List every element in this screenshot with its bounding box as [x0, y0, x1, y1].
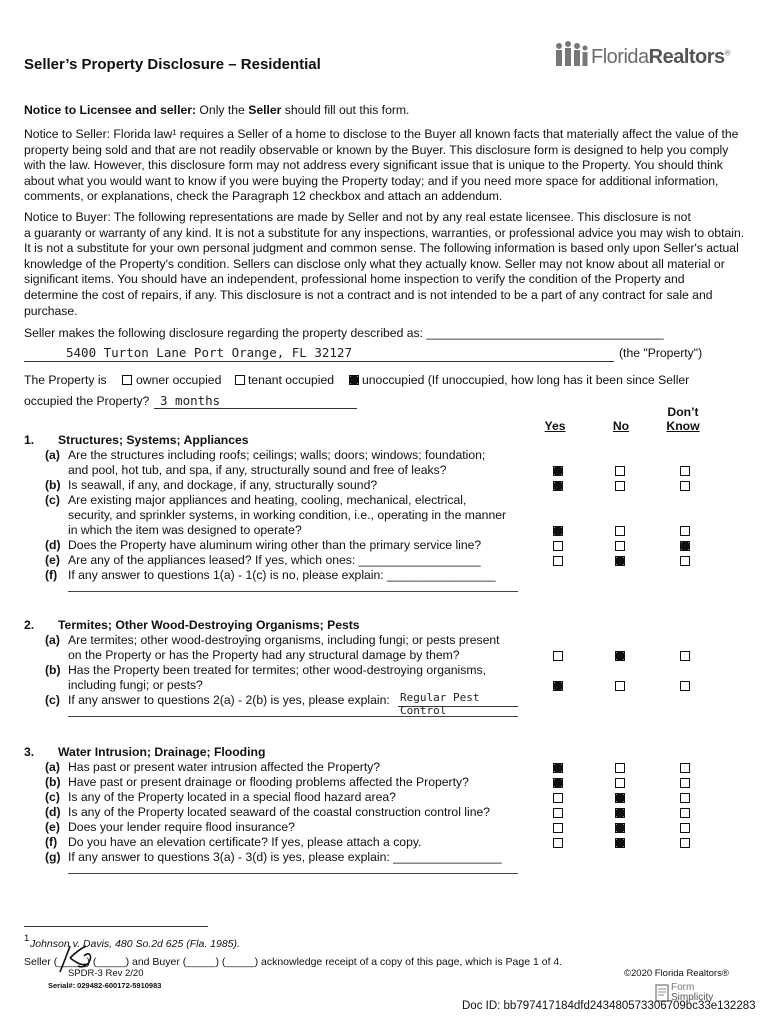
occupied-question: occupied the Property? [24, 394, 150, 408]
property-address-field[interactable] [24, 344, 614, 362]
question-text: Are the structures including roofs; ceilings; walls; doors; windows; foundation; [68, 448, 486, 462]
question-text: Is any of the Property located seaward of the coastal construction control line? [68, 805, 491, 819]
answer-3f-dk-checkbox[interactable] [680, 838, 690, 848]
answer-1d-no-checkbox[interactable] [615, 541, 625, 551]
answer-1d-yes-checkbox[interactable] [553, 541, 563, 551]
property-address-value: 5400 Turton Lane Port Orange, FL 32127 [66, 345, 352, 360]
tenant-occupied-label: tenant occupied [248, 373, 335, 387]
answer-3c-yes-checkbox[interactable] [553, 793, 563, 803]
pest-explain-value: Regular Pest Control [400, 691, 480, 717]
formsimplicity-text-1: Form [671, 982, 695, 993]
answer-2a-yes-checkbox[interactable] [553, 651, 563, 661]
question-text: Are existing major appliances and heating, cooling, mechanical, electrical, [68, 493, 467, 507]
question-text: in which the item was designed to operate? [68, 523, 302, 537]
property-tag: (the "Property") [619, 346, 703, 360]
acknowledgment-line: Seller (_____) (_____) and Buyer (_____) (_____) acknowledge receipt of a copy of this page, which is Page 1 of 4. [24, 956, 563, 968]
notice-buyer-line: purchase. [24, 303, 78, 318]
answer-3f-yes-checkbox[interactable] [553, 838, 563, 848]
column-dont-know-1: Don’t [667, 405, 699, 419]
question-text: If any answer to questions 3(a) - 3(d) is yes, please explain: ________________ [68, 850, 502, 864]
doc-id: Doc ID: bb797417184dfd243480573306709bc33e132283 [462, 1000, 756, 1012]
question-label: (d) [45, 538, 61, 552]
answer-3c-dk-checkbox[interactable] [680, 793, 690, 803]
copyright: ©2020 Florida Realtors® [624, 968, 729, 979]
section-title: Water Intrusion; Drainage; Flooding [58, 745, 266, 759]
notice-buyer-line: Notice to Buyer: The following representations are made by Seller and not by any real estate licensee. This disclosure is not [24, 210, 691, 224]
explain-continuation-line[interactable] [68, 873, 518, 874]
question-text: Has the Property been treated for termites; other wood-destroying organisms, [68, 663, 486, 677]
notice-licensee-text: Only the [196, 103, 249, 117]
question-text: security, and sprinkler systems, in working condition, i.e., operating in the manner [68, 508, 507, 522]
question-text: Is any of the Property located in a special flood hazard area? [68, 790, 396, 804]
section-title: Structures; Systems; Appliances [58, 433, 249, 447]
question-label: (a) [45, 633, 60, 647]
notice-seller-line: property being sold and that are not readily observable or known by the Buyer. This disclosure form is designed to help you comply [24, 142, 729, 157]
notice-buyer-line: knowledge of the Property's condition. Sellers can disclose only what they actually know. Seller may not know about all material or [24, 256, 725, 271]
section-title: Termites; Other Wood-Destroying Organisms; Pests [58, 618, 360, 632]
question-text: Does your lender require flood insurance? [68, 820, 295, 834]
section-number: 1. [24, 433, 35, 447]
question-label: (f) [45, 835, 58, 849]
answer-3b-no-checkbox[interactable] [615, 778, 625, 788]
answer-2b-dk-checkbox[interactable] [680, 681, 690, 691]
answer-3e-dk-checkbox[interactable] [680, 823, 690, 833]
section-number: 2. [24, 618, 35, 632]
question-label: (a) [45, 760, 60, 774]
question-text: Do you have an elevation certificate? If yes, please attach a copy. [68, 835, 422, 849]
question-label: (e) [45, 820, 60, 834]
notice-buyer-line: a guaranty or warranty of any kind. It is not a substitute for any inspections, warranties, or professional advice you may wish to obtain. [24, 225, 745, 240]
answer-3d-dk-checkbox[interactable] [680, 808, 690, 818]
answer-1c-dk-checkbox[interactable] [680, 526, 690, 536]
question-label: (c) [45, 790, 60, 804]
footnote-text: Johnson v. Davis, 480 So.2d 625 (Fla. 1985). [30, 938, 240, 950]
owner-occupied-checkbox[interactable] [122, 375, 132, 385]
question-text: Is seawall, if any, and dockage, if any, structurally sound? [68, 478, 378, 492]
explain-continuation-line[interactable] [68, 716, 518, 717]
answer-2b-yes-checkbox[interactable] [553, 681, 563, 691]
footnote-rule [24, 926, 208, 927]
pest-explain-field[interactable] [398, 691, 518, 717]
column-no: No [612, 419, 630, 433]
answer-1d-dk-checkbox[interactable] [680, 541, 690, 551]
notice-licensee-label: Notice to Licensee and seller: [24, 103, 197, 117]
notice-licensee-seller: Seller [248, 103, 282, 117]
answer-3f-no-checkbox[interactable] [615, 838, 625, 848]
answer-3c-no-checkbox[interactable] [615, 793, 625, 803]
question-label: (c) [45, 493, 60, 507]
notice-licensee [24, 103, 714, 119]
florida-realtors-logo [553, 40, 733, 74]
notice-buyer [24, 210, 745, 319]
answer-3b-yes-checkbox[interactable] [553, 778, 563, 788]
explain-continuation-line[interactable] [68, 591, 518, 592]
question-text: If any answer to questions 1(a) - 1(c) is no, please explain: ________________ [68, 568, 496, 582]
footnote-mark: 1 [24, 933, 30, 944]
answer-3b-dk-checkbox[interactable] [680, 778, 690, 788]
formsimplicity-text-2: Simplicity [671, 992, 714, 1003]
logo-reg-mark: ® [724, 48, 731, 58]
occupancy-prefix: The Property is [24, 373, 107, 387]
answer-1c-no-checkbox[interactable] [615, 526, 625, 536]
notice-buyer-line: significant items. You should have an independent, professional home inspection to verify the condition of the Property and [24, 272, 685, 287]
question-text: Are any of the appliances leased? If yes, which ones: __________________ [68, 553, 481, 567]
question-text: Has past or present water intrusion affected the Property? [68, 760, 381, 774]
form-id: SPDR-3 Rev 2/20 [68, 968, 144, 979]
notice-buyer-line: It is not a substitute for your own personal judgment and common sense. The following information is based only upon Seller's actual [24, 241, 739, 256]
notice-seller-line: comments, or explanations, check the Paragraph 12 checkbox and attach an addendum. [24, 189, 503, 204]
question-label: (b) [45, 478, 61, 492]
question-label: (d) [45, 805, 61, 819]
answer-1c-yes-checkbox[interactable] [553, 526, 563, 536]
column-dont-know [655, 405, 711, 433]
unoccupied-checkbox[interactable] [349, 375, 359, 385]
answer-1e-yes-checkbox[interactable] [553, 556, 563, 566]
question-text: Have past or present drainage or flooding problems affected the Property? [68, 775, 469, 789]
notice-buyer-line: determine the cost of repairs, if any. This disclosure is not a contract and is not intended to be a part of any contract for sale and [24, 287, 713, 302]
question-label: (g) [45, 850, 61, 864]
tenant-occupied-checkbox[interactable] [235, 375, 245, 385]
answer-1b-no-checkbox[interactable] [615, 481, 625, 491]
notice-seller [24, 127, 739, 205]
question-text: Are termites; other wood-destroying organisms, including fungi; or pests present [68, 633, 500, 647]
property-intro: Seller makes the following disclosure regarding the property described as: ___________________________________ [24, 326, 664, 340]
question-label: (b) [45, 775, 61, 789]
answer-3e-yes-checkbox[interactable] [553, 823, 563, 833]
answer-1a-dk-checkbox[interactable] [680, 466, 690, 476]
logo-text-bold: Realtors [648, 46, 725, 68]
logo-text-light: Florida [591, 46, 649, 68]
page-title: Seller’s Property Disclosure – Residential [24, 56, 321, 73]
answer-2a-no-checkbox[interactable] [615, 651, 625, 661]
question-text: Does the Property have aluminum wiring other than the primary service line? [68, 538, 482, 552]
serial-number: Serial#: 029482-600172-5910983 [48, 981, 162, 990]
section-number: 3. [24, 745, 35, 759]
answer-1e-dk-checkbox[interactable] [680, 556, 690, 566]
answer-3a-dk-checkbox[interactable] [680, 763, 690, 773]
realtors-people-icon [553, 40, 589, 70]
occupied-duration-value: 3 months [160, 393, 221, 408]
answer-1e-no-checkbox[interactable] [615, 556, 625, 566]
unoccupied-label: unoccupied (If unoccupied, how long has it been since Seller [362, 373, 690, 387]
answer-2a-dk-checkbox[interactable] [680, 651, 690, 661]
notice-seller-line: with the law. However, this disclosure form may not address every significant issue that is unique to the Property. You should think [24, 158, 723, 173]
occupied-duration-field[interactable] [154, 393, 357, 409]
column-yes: Yes [544, 419, 566, 433]
answer-3a-no-checkbox[interactable] [615, 763, 625, 773]
question-label: (e) [45, 553, 60, 567]
question-text: and pool, hot tub, and spa, if any, structurally sound and free of leaks? [68, 463, 447, 477]
notice-seller-line: Notice to Seller: Florida law¹ requires a Seller of a home to disclose to the Buyer all known facts that materially affect the value of the [24, 127, 739, 141]
question-label: (c) [45, 693, 60, 707]
answer-1a-yes-checkbox[interactable] [553, 466, 563, 476]
answer-2b-no-checkbox[interactable] [615, 681, 625, 691]
answer-1a-no-checkbox[interactable] [615, 466, 625, 476]
question-text: including fungi; or pests? [68, 678, 203, 692]
notice-seller-line: about what you would want to know if you were buying the Property today; and if you need more space for additional information, [24, 173, 719, 188]
column-dont-know-2: Know [666, 419, 700, 433]
answer-3d-no-checkbox[interactable] [615, 808, 625, 818]
answer-3e-no-checkbox[interactable] [615, 823, 625, 833]
question-label: (f) [45, 568, 58, 582]
answer-3a-yes-checkbox[interactable] [553, 763, 563, 773]
question-label: (b) [45, 663, 61, 677]
notice-licensee-text2: should fill out this form. [281, 103, 410, 117]
question-text: If any answer to questions 2(a) - 2(b) is yes, please explain: [68, 693, 390, 707]
answer-3d-yes-checkbox[interactable] [553, 808, 563, 818]
owner-occupied-label: owner occupied [136, 373, 222, 387]
answer-1b-yes-checkbox[interactable] [553, 481, 563, 491]
question-text: on the Property or has the Property had any structural damage by them? [68, 648, 460, 662]
question-label: (a) [45, 448, 60, 462]
answer-1b-dk-checkbox[interactable] [680, 481, 690, 491]
